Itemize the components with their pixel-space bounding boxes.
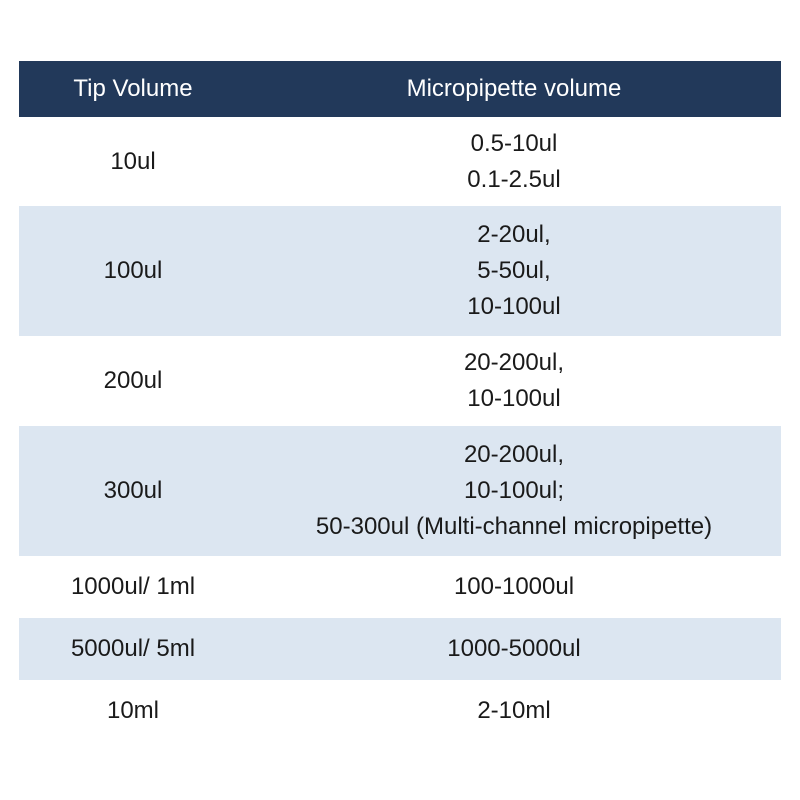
table-row bbox=[19, 426, 781, 556]
header-micropipette-volume: Micropipette volume bbox=[247, 61, 781, 117]
micropipette-range: 10-100ul; bbox=[463, 477, 565, 504]
table-header-row bbox=[19, 61, 781, 117]
micropipette-range: 10-100ul bbox=[467, 293, 561, 320]
tip-volume-table bbox=[19, 61, 781, 742]
tip-volume-cell: 10ml bbox=[19, 680, 247, 742]
table-row bbox=[19, 618, 781, 680]
table-row bbox=[19, 336, 781, 426]
micropipette-volume-cell bbox=[247, 556, 781, 618]
table-row bbox=[19, 556, 781, 618]
micropipette-volume-cell bbox=[247, 336, 781, 426]
tip-volume-cell: 200ul bbox=[19, 336, 247, 426]
table-row bbox=[19, 117, 781, 206]
table-row bbox=[19, 680, 781, 742]
table-row bbox=[19, 206, 781, 336]
table-body bbox=[19, 117, 781, 742]
micropipette-volume-cell bbox=[247, 206, 781, 336]
micropipette-range: 5-50ul, bbox=[477, 257, 551, 284]
micropipette-range: 100-1000ul bbox=[453, 573, 575, 600]
micropipette-range: 20-200ul, bbox=[463, 349, 565, 376]
header-tip-volume: Tip Volume bbox=[19, 61, 247, 117]
micropipette-range: 10-100ul bbox=[467, 385, 561, 412]
tip-volume-cell: 5000ul/ 5ml bbox=[19, 618, 247, 680]
tip-volume-cell: 1000ul/ 1ml bbox=[19, 556, 247, 618]
micropipette-range: 50-300ul (Multi-channel micropipette) bbox=[315, 513, 713, 540]
micropipette-range: 0.1-2.5ul bbox=[467, 165, 561, 193]
micropipette-volume-cell bbox=[247, 618, 781, 680]
micropipette-range: 1000-5000ul bbox=[447, 635, 581, 662]
micropipette-range: 2-20ul, bbox=[477, 221, 551, 248]
tip-volume-cell: 100ul bbox=[19, 206, 247, 336]
micropipette-range: 20-200ul, bbox=[463, 441, 565, 468]
tip-volume-cell: 300ul bbox=[19, 426, 247, 556]
micropipette-volume-cell bbox=[247, 680, 781, 742]
micropipette-volume-cell bbox=[247, 426, 781, 556]
micropipette-range: 0.5-10ul bbox=[470, 129, 558, 157]
micropipette-range: 2-10ml bbox=[477, 697, 551, 724]
micropipette-volume-cell bbox=[247, 117, 781, 206]
tip-volume-cell: 10ul bbox=[19, 117, 247, 206]
